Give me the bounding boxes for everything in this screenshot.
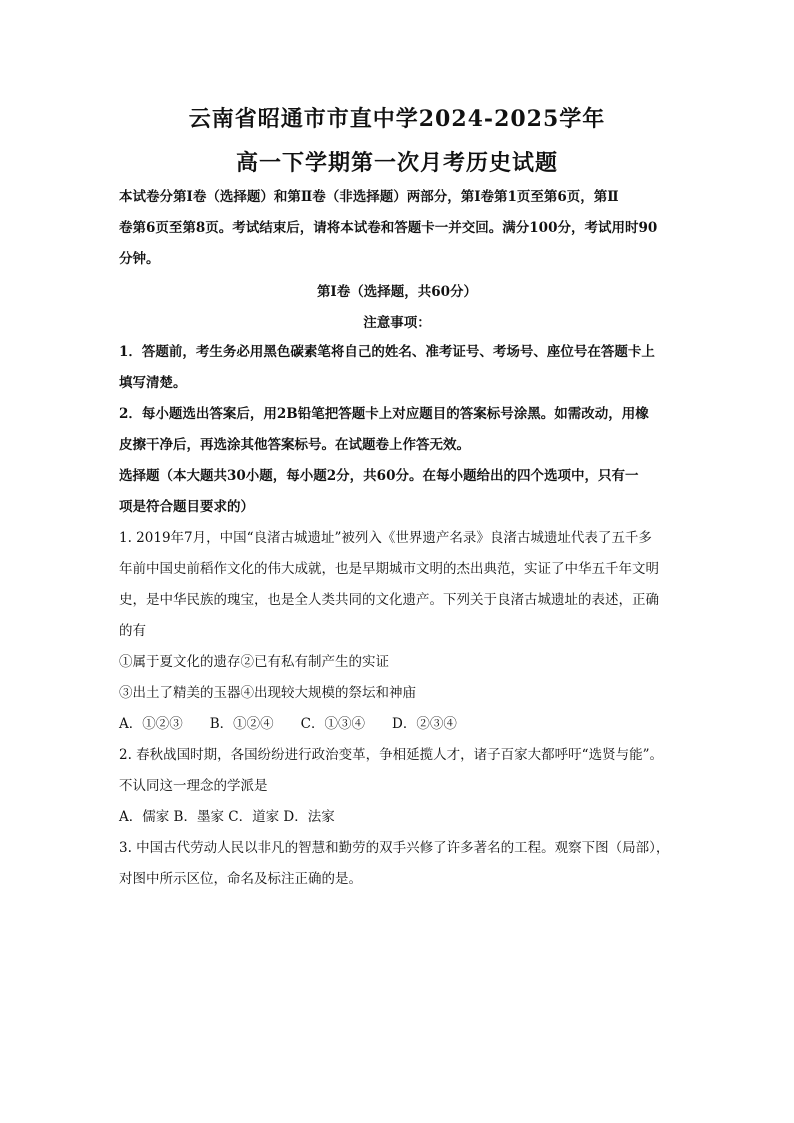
section-heading: 第Ⅰ卷（选择题，共60分） — [316, 284, 478, 300]
notice-line: 皮擦干净后，再选涂其他答案标号。在试题卷上作答无效。 — [119, 437, 470, 453]
exam-title-line2: 高一下学期第一次月考历史试题 — [235, 150, 558, 176]
intro-line: 分钟。 — [119, 251, 160, 267]
question-2 — [119, 740, 679, 833]
notice-line: 填写清楚。 — [119, 375, 187, 391]
notice-heading: 注意事项： — [363, 315, 431, 331]
notice-line: 1．答题前，考生务必用黑色碳素笔将自己的姓名、准考证号、考场号、座位号在答题卡上 — [119, 344, 655, 360]
intro-line: 卷第6页至第8页。考试结束后，请将本试卷和答题卡一并交回。满分100分，考试用时90 — [119, 220, 658, 236]
question-stem-line: 的有 — [119, 623, 146, 639]
question-3 — [119, 833, 679, 895]
question-options: A．①②③ B．①②④ C．①③④ D．②③④ — [119, 716, 457, 732]
notice-item-2 — [119, 399, 679, 461]
question-item-line: ③出土了精美的玉器④出现较大规模的祭坛和神庙 — [119, 685, 416, 701]
question-stem-line: 3. 中国古代劳动人民以非凡的智慧和勤劳的双手兴修了许多著名的工程。观察下图（局部）， — [119, 840, 670, 856]
exam-title-line1: 云南省昭通市市直中学2024-2025学年 — [188, 106, 606, 132]
choice-instruction — [119, 461, 679, 523]
question-options: A．儒家 B．墨家 C．道家 D．法家 — [119, 809, 335, 825]
instruction-line: 选择题（本大题共30小题，每小题2分，共60分。在每小题给出的四个选项中，只有一 — [119, 468, 639, 484]
intro-paragraph — [119, 182, 679, 275]
notice-item-1 — [119, 337, 679, 399]
question-1 — [119, 523, 679, 740]
question-stem-line: 1. 2019年7月，中国“良渚古城遗址”被列入《世界遗产名录》良渚古城遗址代表了五千多 — [119, 530, 652, 546]
instruction-line: 项是符合题目要求的） — [119, 499, 254, 515]
question-stem-line: 不认同这一理念的学派是 — [119, 778, 268, 794]
question-stem-line: 年前中国史前稻作文化的伟大成就，也是早期城市文明的杰出典范，实证了中华五千年文明 — [119, 561, 659, 577]
question-stem-line: 对图中所示区位，命名及标注正确的是。 — [119, 871, 362, 887]
question-stem-line: 2. 春秋战国时期，各国纷纷进行政治变革，争相延揽人才，诸子百家大都呼吁“选贤与能”。 — [119, 747, 663, 763]
question-item-line: ①属于夏文化的遗存②已有私有制产生的实证 — [119, 654, 389, 670]
notice-line: 2．每小题选出答案后，用2B铅笔把答题卡上对应题目的答案标号涂黑。如需改动，用橡 — [119, 406, 649, 422]
question-stem-line: 史，是中华民族的瑰宝，也是全人类共同的文化遗产。下列关于良渚古城遗址的表述，正确 — [119, 592, 659, 608]
intro-line: 本试卷分第Ⅰ卷（选择题）和第Ⅱ卷（非选择题）两部分，第Ⅰ卷第1页至第6页，第Ⅱ — [119, 189, 619, 205]
